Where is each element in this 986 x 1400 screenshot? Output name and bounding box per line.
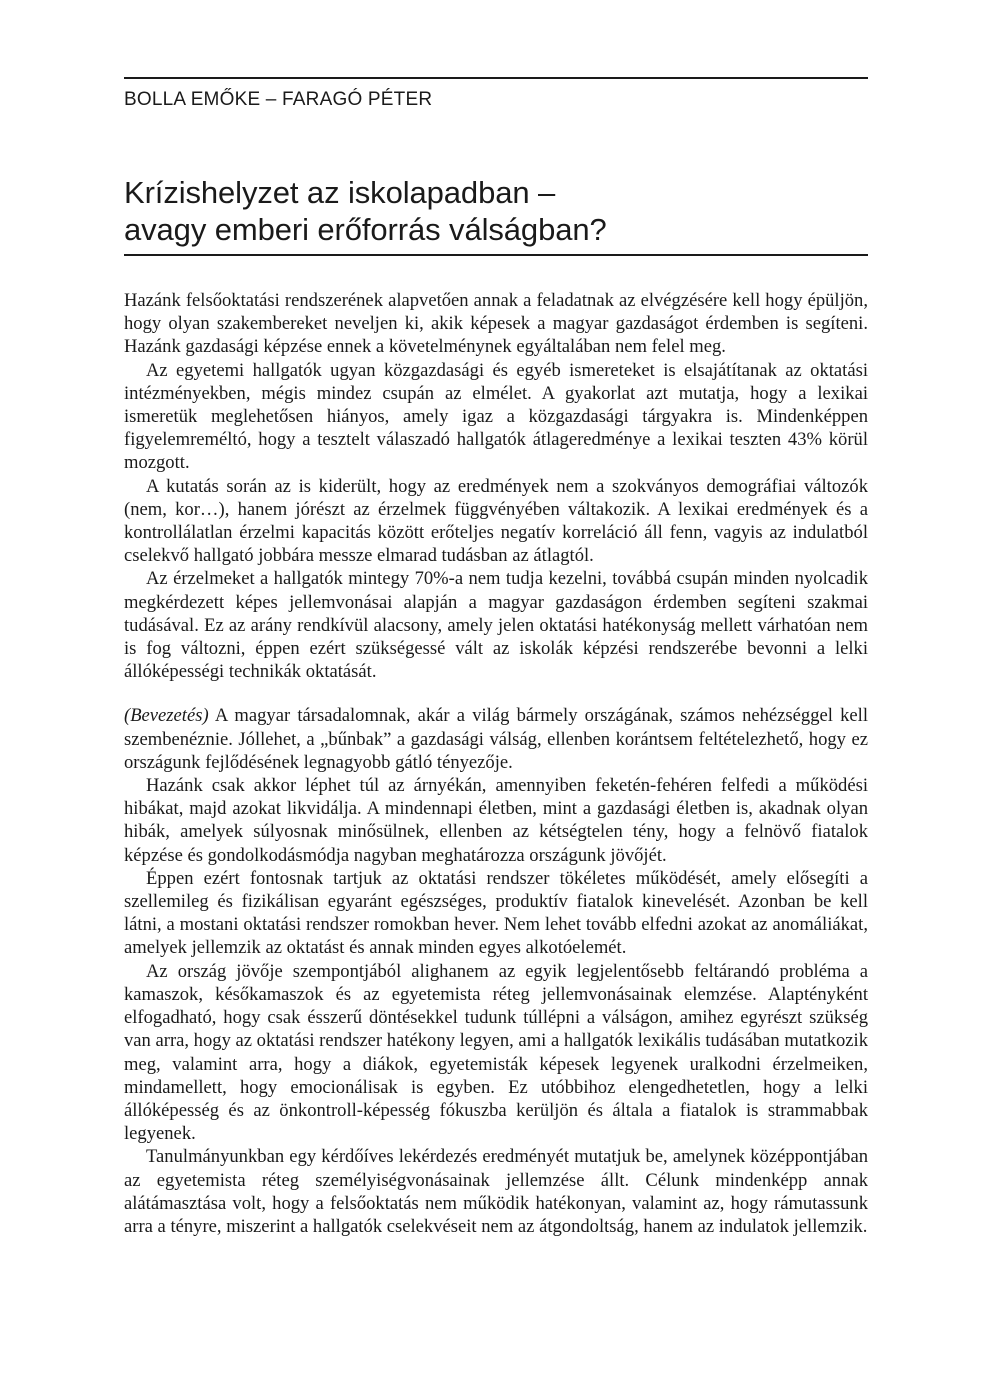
body-text <box>124 704 868 1238</box>
page <box>124 77 868 1238</box>
abstract-paragraph-4: Az érzelmeket a hallgatók mintegy 70%-a nem tudja kezelni, továbbá csupán minden nyolcadik megkérdezett képes jellemvonásai alapján a magyar gazdaságon érdemben segíteni szakmai tudásával. Ez az arány rendkívül alacsony, amely jelen oktatási hatékonyság mellett várhatóan nem is fog változni, éppen ezért szükségessé vált az iskolák képzési rendszerébe bevonni a lelki állóképességi technikák oktatását. <box>124 568 868 683</box>
abstract <box>124 289 868 683</box>
title-line-2: avagy emberi erőforrás válságban? <box>124 212 607 247</box>
title-line-1: Krízishelyzet az iskolapadban – <box>124 175 556 210</box>
abstract-paragraph-3: A kutatás során az is kiderült, hogy az eredmények nem a szokványos demográfiai változók (nem, kor…), hanem jórészt az érzelmek függvényében váltakozik. A lexikai eredmények és a kontrollálatlan érzelmi kapacitás között erőteljes negatív korreláció áll fenn, vagyis az indulatból cselekvő hallgató jobbára messze elmarad tudásban az átlagtól. <box>124 475 868 567</box>
body-paragraph-4: Az ország jövője szempontjából alighanem az egyik legjelentősebb feltárandó probléma a kamaszok, későkamaszok és az egyetemista réteg jellemvonásainak elemzése. Alaptényként elfogadható, hogy csak ésszerű döntésekkel tudunk túllépni a válságon, amihez egyrészt szükség van arra, hogy az oktatási rendszer hatékony legyen, ami a hallgatók lexikális tudásában mutatkozik meg, valamint arra, hogy a diákok, egyetemisták képesek legyenek uralkodni érzelmeiken, mindamellett, hogy emocionálisak is egyben. Ez utóbbihoz elengedhetetlen, hogy a lelki állóképesség és az önkontroll-képesség fókuszba kerüljön és általa a fiatalok is strammabbak legyenek. <box>124 960 869 1145</box>
body-paragraph-1 <box>124 704 868 774</box>
abstract-paragraph-2: Az egyetemi hallgatók ugyan közgazdasági és egyéb ismereteket is elsajátítanak az oktatási intézményekben, mégis mindez csupán az elmélet. A gyakorlat azt mutatja, hogy a lexikai ismeretük meglehetősen hiányos, amely igaz a közgazdasági tárgyakra is. Mindenképpen figyelemreméltó, hogy a tesztelt válaszadó hallgatók átlageredménye a lexikai teszten 43% körül mozgott. <box>124 359 868 474</box>
section-label: (Bevezetés) <box>124 705 209 727</box>
title-rule <box>124 254 868 256</box>
body-paragraph-2: Hazánk csak akkor léphet túl az árnyékán, amennyiben feketén-fehéren felfedi a működési hibákat, majd azokat likvidálja. A mindennapi életben, mint a gazdasági életben is, akadnak olyan hibák, amelyek súlyosnak minősülnek, ellenben az kétségtelen tény, hogy a felnövő fiatalok képzése és gondolkodásmódja nagyban meghatározza országunk jövőjét. <box>124 775 868 866</box>
abstract-paragraph-1: Hazánk felsőoktatási rendszerének alapvetően annak a feladatnak az elvégzésére kell hogy épüljön, hogy olyan szakembereket neveljen ki, akik képesek a magyar gazdaságot érdemben is segíteni. Hazánk gazdasági képzése ennek a követelménynek egyáltalában nem felel meg. <box>124 290 868 358</box>
author-line: BOLLA EMŐKE – FARAGÓ PÉTER <box>124 89 433 110</box>
body-paragraph-5: Tanulmányunkban egy kérdőíves lekérdezés eredményét mutatjuk be, amelynek középpontjában az egyetemista réteg személyiségvonásainak jellemzése állt. Célunk mindenképp annak alátámasztása volt, hogy a felsőoktatás nem működik hatékonyan, valamint az, hogy rámutassunk arra a tényre, miszerint a hallgatók cselekvéseit nem az átgondoltság, hanem az indulatok jellemzik. <box>124 1146 868 1237</box>
body-paragraph-1-text: A magyar társadalomnak, akár a világ bármely országának, számos nehézséggel kell szembenéznie. Jóllehet, a „bűnbak” a gazdasági válság, ellenben korántsem feltételezhető, hogy ez országunk fejlődésének legnagyobb gátló tényezője. <box>124 705 868 773</box>
body-paragraph-3: Éppen ezért fontosnak tartjuk az oktatási rendszer tökéletes működését, amely elősegíti a szellemileg és fizikálisan egyaránt egészséges, produktív fiatalok kinevelését. Azonban be kell látni, a mostani oktatási rendszer romokban hever. Nem lehet tovább elfedni azokat az anomáliákat, amelyek jellemzik az oktatást és annak minden egyes alkotóelemét. <box>124 867 868 959</box>
header-rule <box>124 77 868 79</box>
article-title <box>124 174 868 248</box>
